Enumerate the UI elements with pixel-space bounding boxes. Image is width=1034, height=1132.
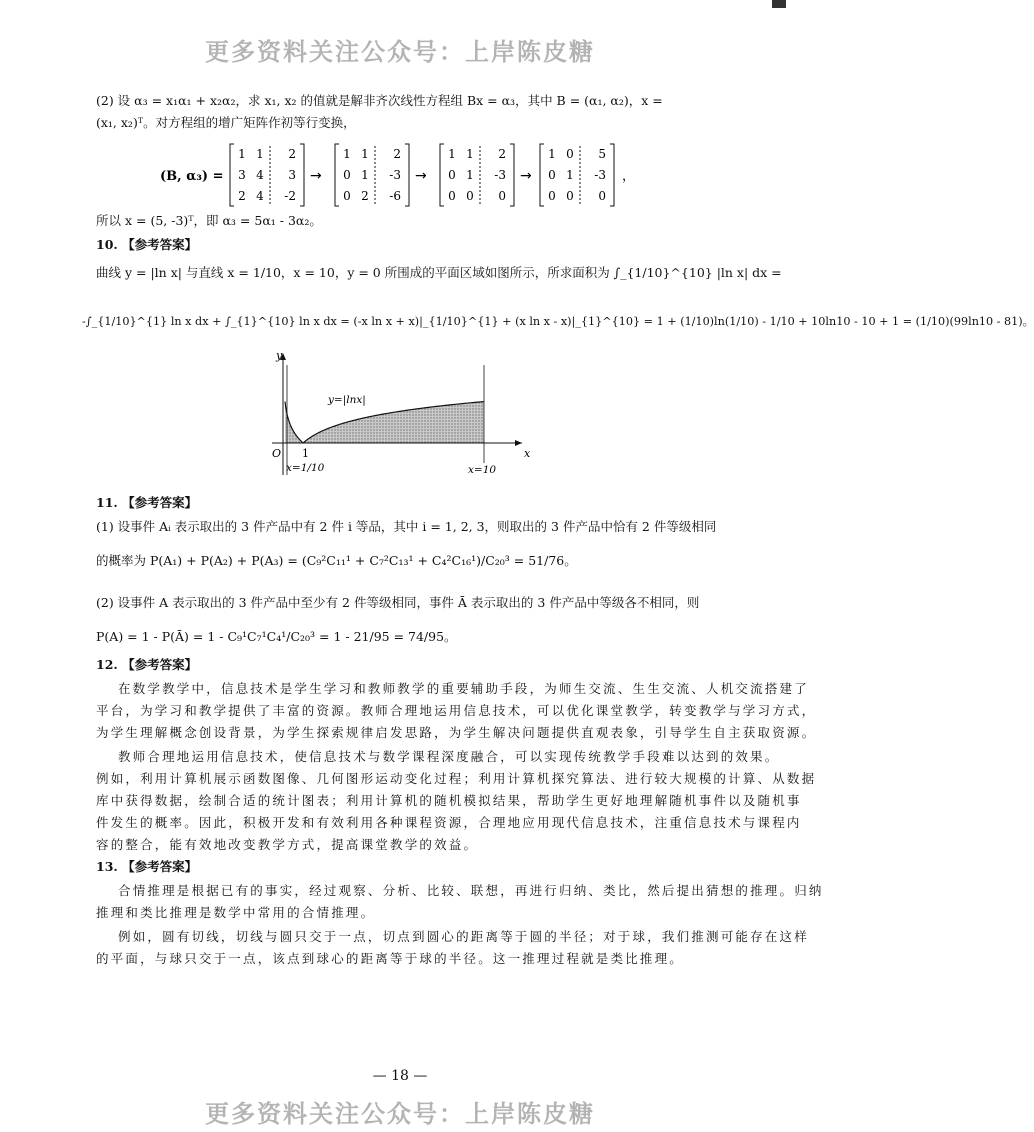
x-axis-arrow bbox=[515, 440, 522, 446]
q13-p2-l2: 的平面，与球只交于一点，该点到球心的距离等于球的半径。这一推理过程就是类比推理。 bbox=[96, 951, 685, 966]
ln-area-graph bbox=[262, 345, 542, 485]
matrix-cell: -3 bbox=[389, 168, 401, 182]
shaded-region bbox=[285, 402, 484, 443]
row-reduce-arrow: → bbox=[520, 168, 532, 184]
matrix-cell: 5 bbox=[598, 147, 606, 161]
matrix-cell: 2 bbox=[498, 147, 506, 161]
matrix-cell: 0 bbox=[448, 168, 456, 182]
matrix-cell: 1 bbox=[343, 147, 351, 161]
matrix-cell: 2 bbox=[238, 189, 246, 203]
matrix-cell: 0 bbox=[548, 168, 556, 182]
q10-line1: 曲线 y = |ln x| 与直线 x = 1/10，x = 10，y = 0 所围成的平面区域如图所示，所求面积为 ∫_{1/10}^{10} |ln x| dx = bbox=[96, 265, 782, 280]
matrix-cell: 1 bbox=[361, 147, 369, 161]
q11-p2-line2: P(A) = 1 - P(Ā) = 1 - C₉¹C₇¹C₄¹/C₂₀³ = 1 - 21/95 = 74/95。 bbox=[96, 629, 457, 644]
q12-p2-l3: 库中获得数据，绘制合适的统计图表；利用计算机的随机模拟结果，帮助学生更好地理解随机事件以及随机事 bbox=[96, 793, 802, 808]
matrix-cell: 1 bbox=[361, 168, 369, 182]
x-axis-label: x bbox=[524, 447, 531, 460]
q11-p2-line1: (2) 设事件 A 表示取出的 3 件产品中至少有 2 件等级相同，事件 Ā 表示取出的 3 件产品中等级各不相同，则 bbox=[96, 595, 700, 610]
watermark-top: 更多资料关注公众号：上岸陈皮糖 bbox=[205, 38, 595, 66]
matrix-cell: 3 bbox=[288, 168, 296, 182]
tick-one-label: 1 bbox=[302, 447, 309, 460]
matrix-cell: 1 bbox=[448, 147, 456, 161]
matrix-cell: 1 bbox=[466, 147, 474, 161]
q10-header: 10. 【参考答案】 bbox=[96, 237, 198, 252]
matrix-cell: 1 bbox=[466, 168, 474, 182]
matrix-trailing-comma: ， bbox=[622, 169, 636, 184]
matrix-cell: 0 bbox=[343, 189, 351, 203]
matrix-cell: 2 bbox=[393, 147, 401, 161]
matrix-bracket-left bbox=[335, 144, 339, 206]
matrix-bracket-right bbox=[405, 144, 409, 206]
page-edge-mark bbox=[772, 0, 786, 8]
matrix-cell: 0 bbox=[598, 189, 606, 203]
y-axis-label: y bbox=[276, 349, 283, 362]
matrix-cell: 0 bbox=[448, 189, 456, 203]
curve-label: y=|lnx| bbox=[328, 394, 366, 406]
q9-line1: (2) 设 α₃ = x₁α₁ + x₂α₂，求 x₁, x₂ 的值就是解非齐次线性方程组 Bx = α₃，其中 B = (α₁, α₂)，x = bbox=[96, 93, 663, 108]
right-boundary-label: x=10 bbox=[468, 464, 497, 476]
q11-header: 11. 【参考答案】 bbox=[96, 495, 198, 510]
matrix-label: (B, α₃) = bbox=[160, 169, 224, 184]
origin-label: O bbox=[272, 447, 282, 460]
matrix-cell: 1 bbox=[548, 147, 556, 161]
q9-line2: (x₁, x₂)ᵀ。对方程组的增广矩阵作初等行变换， bbox=[96, 115, 356, 130]
q13-p2-l1: 例如，圆有切线，切线与圆只交于一点，切点到圆心的距离等于圆的半径；对于球，我们推测可能存在这样 bbox=[118, 929, 809, 944]
q9-conclusion: 所以 x = (5, -3)ᵀ，即 α₃ = 5α₁ - 3α₂。 bbox=[96, 213, 322, 228]
watermark-bottom: 更多资料关注公众号：上岸陈皮糖 bbox=[205, 1100, 595, 1128]
matrix-bracket-right bbox=[610, 144, 614, 206]
matrix-bracket-left bbox=[440, 144, 444, 206]
matrix-cell: -6 bbox=[389, 189, 401, 203]
matrix-cell: -2 bbox=[284, 189, 296, 203]
matrix-cell: 4 bbox=[256, 189, 264, 203]
matrix-bracket-right bbox=[300, 144, 304, 206]
q12-p1-l2: 平台，为学习和教学提供了丰富的资源。教师合理地运用信息技术，可以优化课堂教学，转变教学与学习方式， bbox=[96, 703, 817, 718]
matrix-cell: 4 bbox=[256, 168, 264, 182]
q12-p1-l1: 在数学教学中，信息技术是学生学习和教师教学的重要辅助手段，为师生交流、生生交流、人机交流搭建了 bbox=[118, 681, 809, 696]
matrix-cell: 0 bbox=[566, 147, 574, 161]
matrix-cell: -3 bbox=[594, 168, 606, 182]
left-boundary-label: x=1/10 bbox=[286, 462, 325, 474]
matrix-cell: 0 bbox=[548, 189, 556, 203]
q11-p1-line1: (1) 设事件 Aᵢ 表示取出的 3 件产品中有 2 件 i 等品，其中 i = 1, 2, 3，则取出的 3 件产品中恰有 2 件等级相同 bbox=[96, 519, 717, 534]
matrix-cell: 0 bbox=[466, 189, 474, 203]
row-reduce-arrow: → bbox=[415, 168, 427, 184]
q12-header: 12. 【参考答案】 bbox=[96, 657, 198, 672]
matrix-cell: 1 bbox=[256, 147, 264, 161]
matrix-cell: 0 bbox=[498, 189, 506, 203]
matrix-cell: 1 bbox=[238, 147, 246, 161]
page-number: — 18 — bbox=[372, 1068, 428, 1084]
matrix-cell: 0 bbox=[566, 189, 574, 203]
matrix-cell: 0 bbox=[343, 168, 351, 182]
augmented-matrix-row-reduction bbox=[160, 140, 636, 210]
matrix-cell: 2 bbox=[361, 189, 369, 203]
row-reduce-arrow: → bbox=[310, 168, 322, 184]
q13-p1-l1: 合情推理是根据已有的事实，经过观察、分析、比较、联想，再进行归纳、类比，然后提出猜想的推理。归纳 bbox=[118, 883, 824, 898]
q12-p2-l5: 容的整合，能有效地改变教学方式，提高课堂教学的效益。 bbox=[96, 837, 479, 852]
q11-p1-line2: 的概率为 P(A₁) + P(A₂) + P(A₃) = (C₉²C₁₁¹ + C₇²C₁₃¹ + C₄²C₁₆¹)/C₂₀³ = 51/76。 bbox=[96, 553, 577, 568]
q12-p2-l4: 件发生的概率。因此，积极开发和有效利用各种课程资源，合理地应用现代信息技术，注重信息技术与课程内 bbox=[96, 815, 802, 830]
q13-header: 13. 【参考答案】 bbox=[96, 859, 198, 874]
q12-p2-l1: 教师合理地运用信息技术，使信息技术与数学课程深度融合，可以实现传统教学手段难以达到的效果。 bbox=[118, 749, 780, 764]
q12-p1-l3: 为学生理解概念创设背景，为学生探索规律启发思路，为学生解决问题提供直观表象，引导学生自主获取资源。 bbox=[96, 725, 817, 740]
matrix-cell: 2 bbox=[288, 147, 296, 161]
matrix-bracket-left bbox=[230, 144, 234, 206]
matrix-cell: 3 bbox=[238, 168, 246, 182]
q12-p2-l2: 例如，利用计算机展示函数图像、几何图形运动变化过程；利用计算机探究算法、进行较大规模的计算、从数据 bbox=[96, 771, 817, 786]
q13-p1-l2: 推理和类比推理是数学中常用的合情推理。 bbox=[96, 905, 376, 920]
matrix-cell: 1 bbox=[566, 168, 574, 182]
matrix-bracket-left bbox=[540, 144, 544, 206]
matrix-cell: -3 bbox=[494, 168, 506, 182]
q10-line2: -∫_{1/10}^{1} ln x dx + ∫_{1}^{10} ln x dx = (-x ln x + x)|_{1/10}^{1} + (x ln x - x)|_{1}^{10} = 1 + (1/10)ln(1/10) - 1/10 + 10ln10 - 10 + 1 = (1/10)(99ln10 - 81)。 bbox=[82, 315, 1034, 328]
matrix-bracket-right bbox=[510, 144, 514, 206]
